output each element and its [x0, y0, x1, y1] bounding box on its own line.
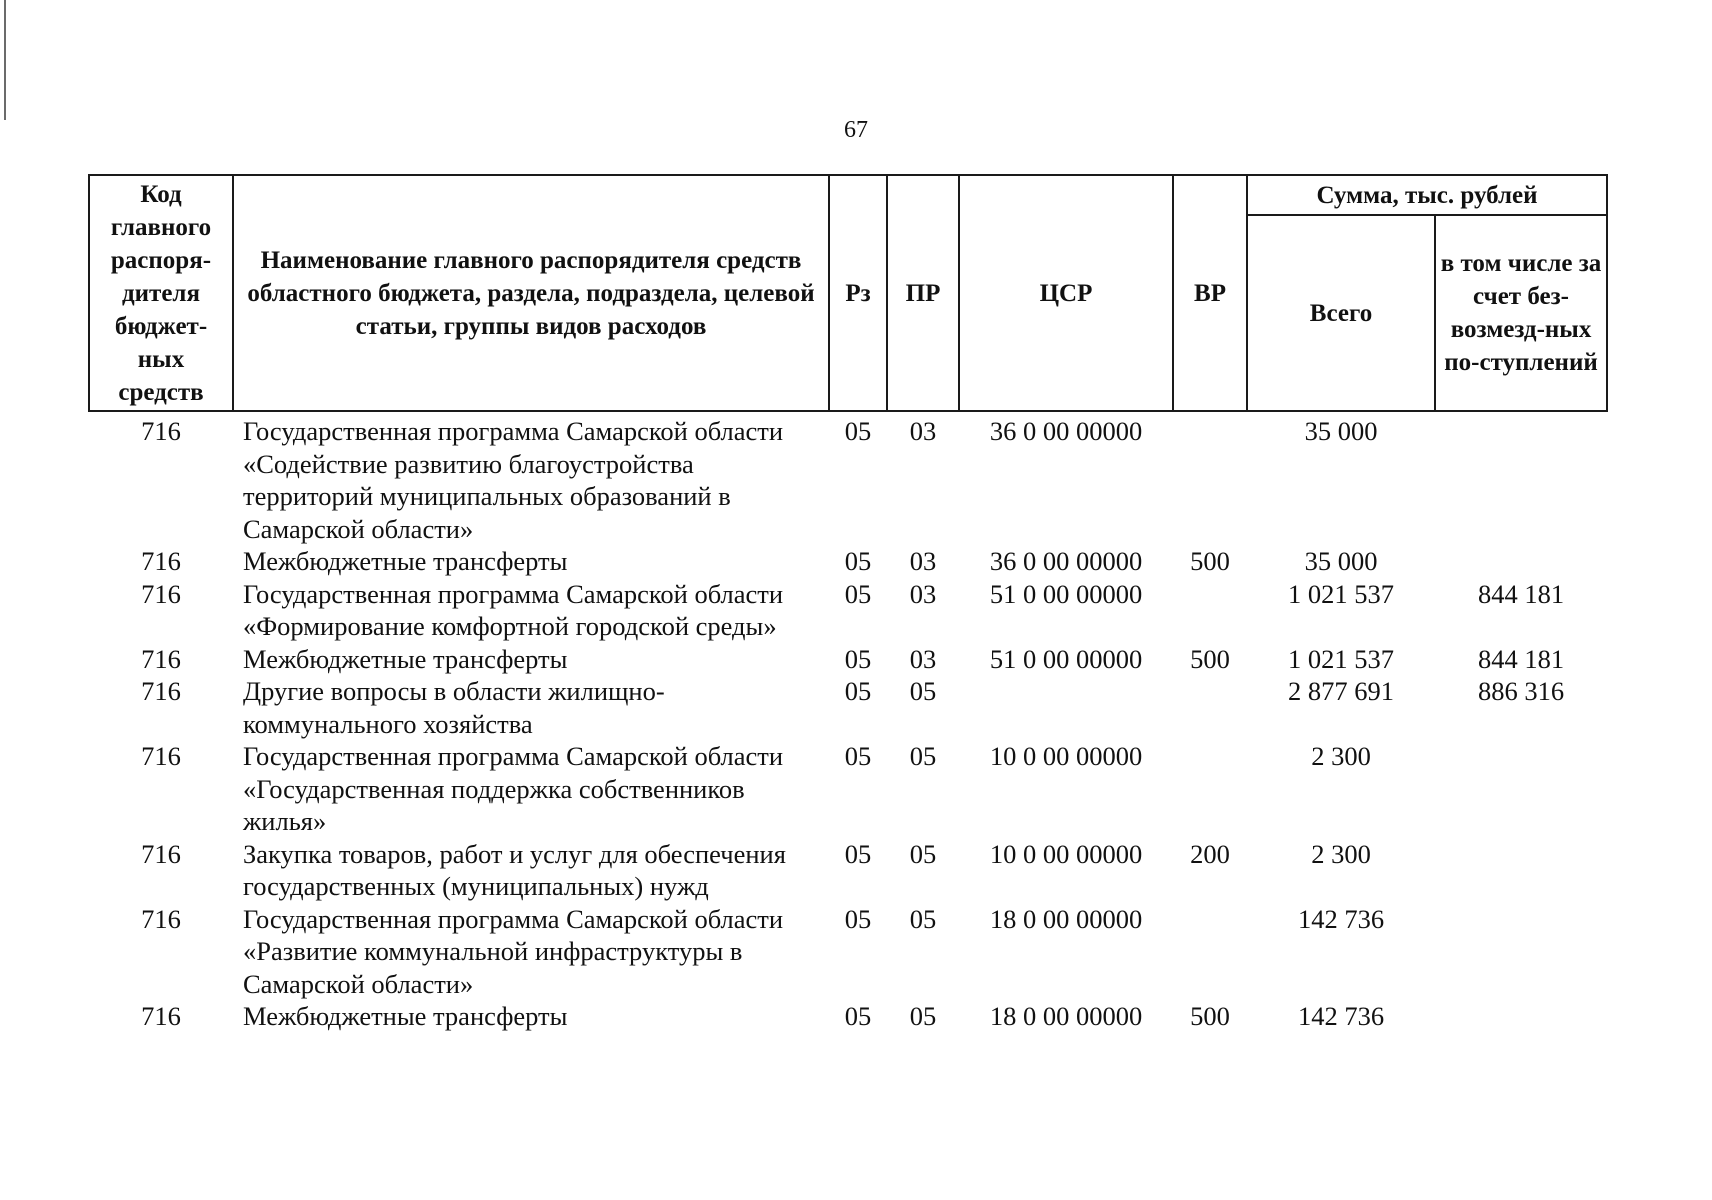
cell-pr: 05 — [909, 903, 937, 934]
cell-rz: 05 — [844, 676, 872, 706]
cell-rz: 05 — [844, 903, 872, 934]
cell-name: Другие вопросы в области жилищно-коммунального хозяйства — [243, 676, 665, 739]
cell-vr: 500 — [1190, 1001, 1230, 1031]
header-code: Код главного распоря-дителя бюджет-ных средств — [89, 175, 233, 411]
cell-vr: 200 — [1190, 838, 1230, 869]
cell-total: 142 736 — [1297, 1001, 1385, 1031]
cell-rz: 05 — [844, 578, 872, 609]
table-row — [89, 1000, 1607, 1033]
table-row — [89, 643, 1607, 676]
cell-csr — [959, 675, 1173, 740]
cell-pr: 05 — [909, 838, 937, 869]
cell-total: 35 000 — [1304, 546, 1378, 576]
cell-rz: 05 — [844, 741, 872, 771]
cell-free — [1435, 903, 1607, 1001]
scan-edge-line — [4, 0, 6, 120]
cell-code: 716 — [141, 578, 181, 609]
cell-name: Государственная программа Самарской области «Развитие коммунальной инфраструктуры в Самарской области» — [243, 903, 784, 999]
page-number: 67 — [844, 117, 868, 143]
cell-name: Межбюджетные трансферты — [243, 546, 568, 576]
table-row — [89, 545, 1607, 578]
header-vr: ВР — [1173, 175, 1247, 411]
cell-vr — [1173, 578, 1247, 643]
cell-free — [1435, 1000, 1607, 1033]
cell-pr: 05 — [909, 676, 937, 706]
cell-free — [1435, 545, 1607, 578]
cell-rz: 05 — [844, 838, 872, 869]
cell-rz: 05 — [844, 643, 872, 674]
header-csr: ЦСР — [959, 175, 1173, 411]
table-row — [89, 411, 1607, 545]
cell-vr: 500 — [1190, 643, 1230, 674]
table-row — [89, 578, 1607, 643]
cell-csr: 18 0 00 00000 — [989, 903, 1143, 934]
cell-pr: 05 — [909, 741, 937, 771]
cell-code: 716 — [141, 546, 181, 576]
cell-csr: 36 0 00 00000 — [989, 416, 1143, 446]
cell-csr: 51 0 00 00000 — [989, 643, 1143, 674]
cell-code: 716 — [141, 643, 181, 674]
cell-total: 1 021 537 — [1288, 578, 1394, 609]
cell-free — [1435, 411, 1607, 545]
cell-rz: 05 — [844, 1001, 872, 1031]
cell-code: 716 — [141, 838, 181, 869]
cell-pr: 03 — [909, 643, 937, 674]
cell-free — [1435, 740, 1607, 838]
cell-code: 716 — [141, 903, 181, 934]
cell-code: 716 — [141, 416, 181, 446]
cell-code: 716 — [141, 741, 181, 771]
header-rz: Рз — [829, 175, 887, 411]
cell-free: 886 316 — [1477, 676, 1565, 706]
budget-table — [88, 174, 1608, 1033]
cell-vr — [1173, 740, 1247, 838]
header-pr: ПР — [887, 175, 959, 411]
cell-total: 35 000 — [1304, 416, 1378, 446]
cell-pr: 03 — [909, 546, 937, 576]
cell-free: 844 181 — [1477, 643, 1565, 674]
cell-free — [1435, 838, 1607, 903]
cell-pr: 05 — [909, 1001, 937, 1031]
cell-vr: 500 — [1190, 546, 1230, 576]
header-name: Наименование главного распорядителя средств областного бюджета, раздела, подраздела, целевой статьи, группы видов расходов — [233, 175, 829, 411]
cell-csr: 10 0 00 00000 — [989, 741, 1143, 771]
cell-name: Государственная программа Самарской области «Государственная поддержка собственников жилья» — [243, 741, 784, 836]
cell-csr: 18 0 00 00000 — [989, 1001, 1143, 1031]
table-row — [89, 675, 1607, 740]
cell-free: 844 181 — [1477, 578, 1565, 609]
cell-name: Государственная программа Самарской области «Формирование комфортной городской среды» — [243, 578, 784, 641]
table-row — [89, 903, 1607, 1001]
header-sum-group: Сумма, тыс. рублей — [1247, 175, 1607, 215]
cell-name: Межбюджетные трансферты — [243, 643, 568, 674]
cell-total: 2 877 691 — [1288, 676, 1394, 706]
table-row — [89, 740, 1607, 838]
header-free: в том числе за счет без-возмезд-ных по-ступлений — [1435, 215, 1607, 411]
cell-csr: 36 0 00 00000 — [989, 546, 1143, 576]
cell-total: 2 300 — [1311, 741, 1371, 771]
cell-total: 2 300 — [1311, 838, 1371, 869]
cell-pr: 03 — [909, 578, 937, 609]
cell-rz: 05 — [844, 416, 872, 446]
cell-name: Государственная программа Самарской области «Содействие развитию благоустройства территорий муниципальных образований в Самарской области» — [243, 416, 784, 544]
cell-pr: 03 — [909, 416, 937, 446]
cell-vr — [1173, 903, 1247, 1001]
cell-total: 1 021 537 — [1288, 643, 1394, 674]
table-row — [89, 838, 1607, 903]
cell-csr: 10 0 00 00000 — [989, 838, 1143, 869]
cell-code: 716 — [141, 1001, 181, 1031]
cell-total: 142 736 — [1297, 903, 1385, 934]
cell-vr — [1173, 411, 1247, 545]
cell-vr — [1173, 675, 1247, 740]
cell-code: 716 — [141, 676, 181, 706]
cell-name: Закупка товаров, работ и услуг для обеспечения государственных (муниципальных) нужд — [243, 838, 786, 901]
cell-name: Межбюджетные трансферты — [243, 1001, 568, 1031]
cell-csr: 51 0 00 00000 — [989, 578, 1143, 609]
header-total: Всего — [1247, 215, 1435, 411]
table-body — [89, 411, 1607, 1033]
cell-rz: 05 — [844, 546, 872, 576]
